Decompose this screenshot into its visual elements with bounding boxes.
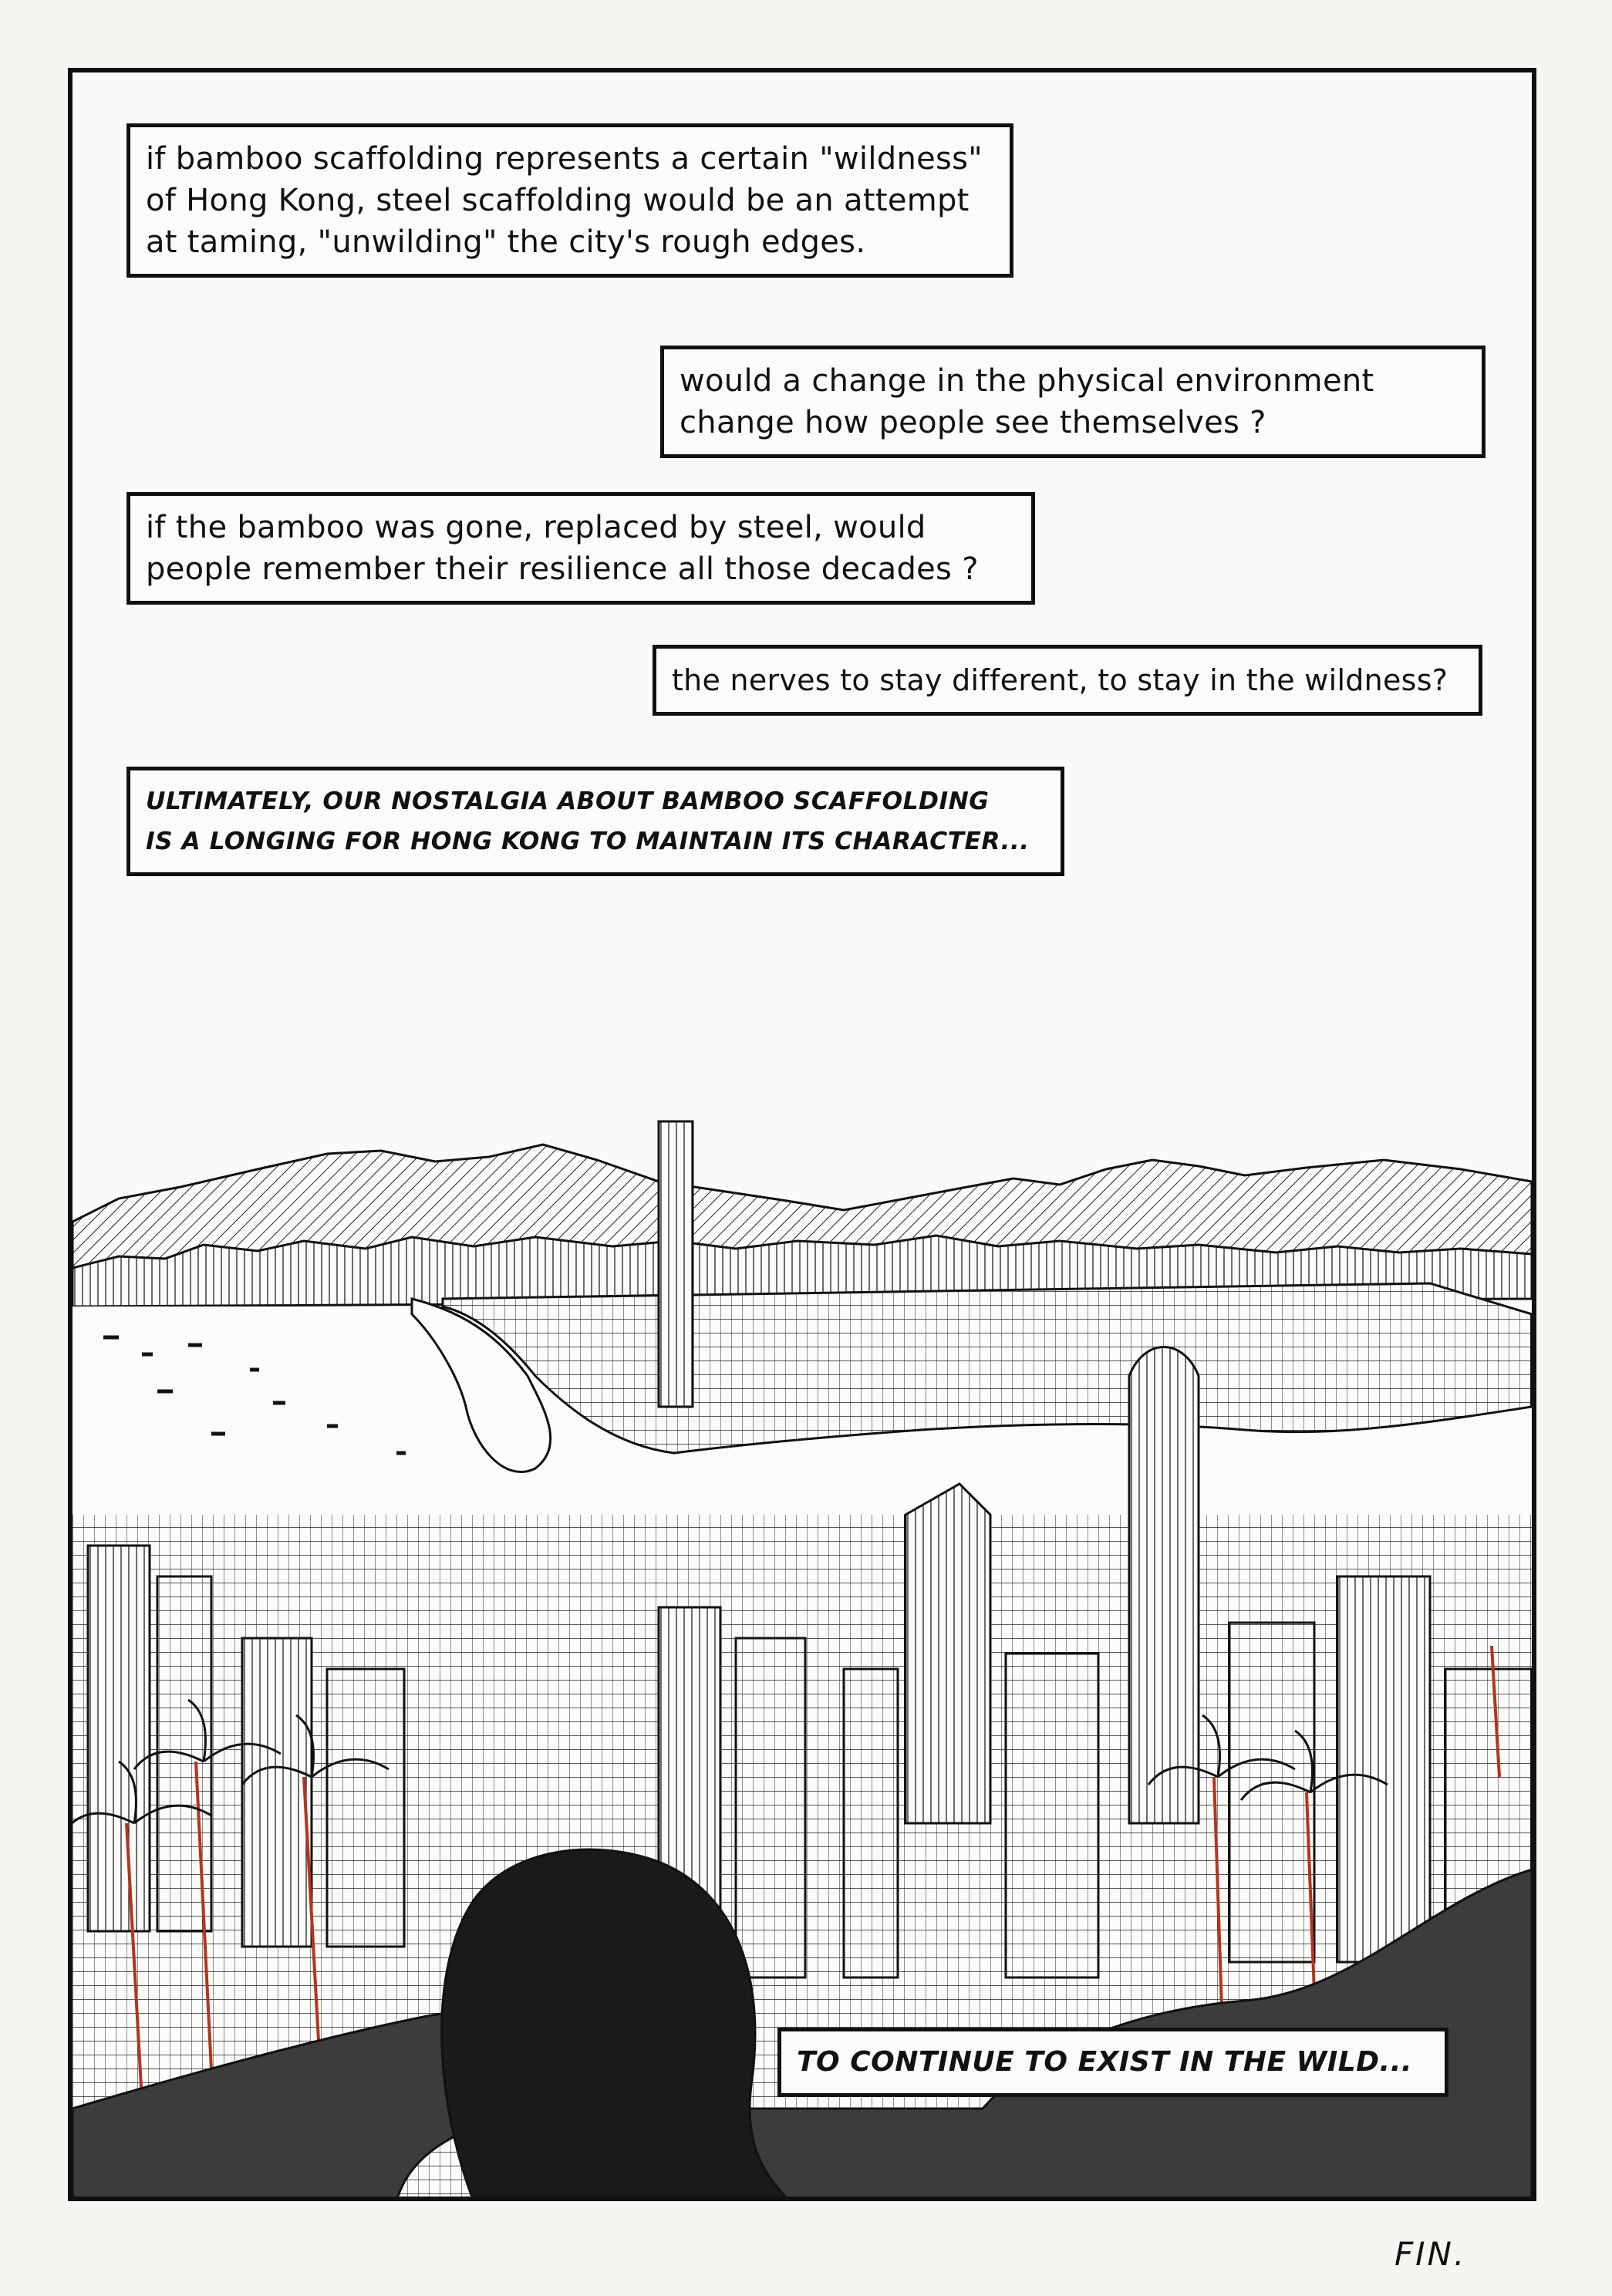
caption-resilience: [126, 492, 1035, 605]
caption-line: the nerves to stay different, to stay in the wildness?: [672, 663, 1448, 697]
comic-panel: [68, 68, 1536, 2201]
caption-line: at taming, "unwilding" the city's rough edges.: [146, 224, 866, 260]
caption-exist-in-the-wild: [777, 2028, 1448, 2097]
caption-line: IS A LONGING FOR HONG KONG TO MAINTAIN ITS CHARACTER...: [146, 828, 1030, 855]
center-tower: [905, 1484, 990, 1823]
caption-wildness: [126, 123, 1013, 278]
caption-line: ULTIMATELY, OUR NOSTALGIA ABOUT BAMBOO SCAFFOLDING: [146, 787, 990, 815]
caption-physical-environment: [660, 346, 1486, 458]
caption-line: of Hong Kong, steel scaffolding would be an attempt: [146, 183, 970, 218]
caption-nostalgia: [126, 767, 1064, 876]
kowloon-city: [443, 1283, 1532, 1453]
caption-line: if bamboo scaffolding represents a certain "wildness": [146, 141, 983, 177]
caption-line: change how people see themselves ?: [680, 405, 1266, 440]
ifc-two-tower: [1129, 1347, 1199, 1824]
icc-tower: [659, 1121, 693, 1407]
caption-line: people remember their resilience all those decades ?: [146, 551, 979, 587]
caption-line: would a change in the physical environment: [680, 363, 1374, 399]
end-mark: FIN.: [1394, 2235, 1467, 2273]
caption-nerves: [653, 645, 1482, 716]
caption-line: if the bamboo was gone, replaced by steel, would: [146, 510, 926, 545]
caption-line: TO CONTINUE TO EXIST IN THE WILD...: [797, 2046, 1413, 2078]
